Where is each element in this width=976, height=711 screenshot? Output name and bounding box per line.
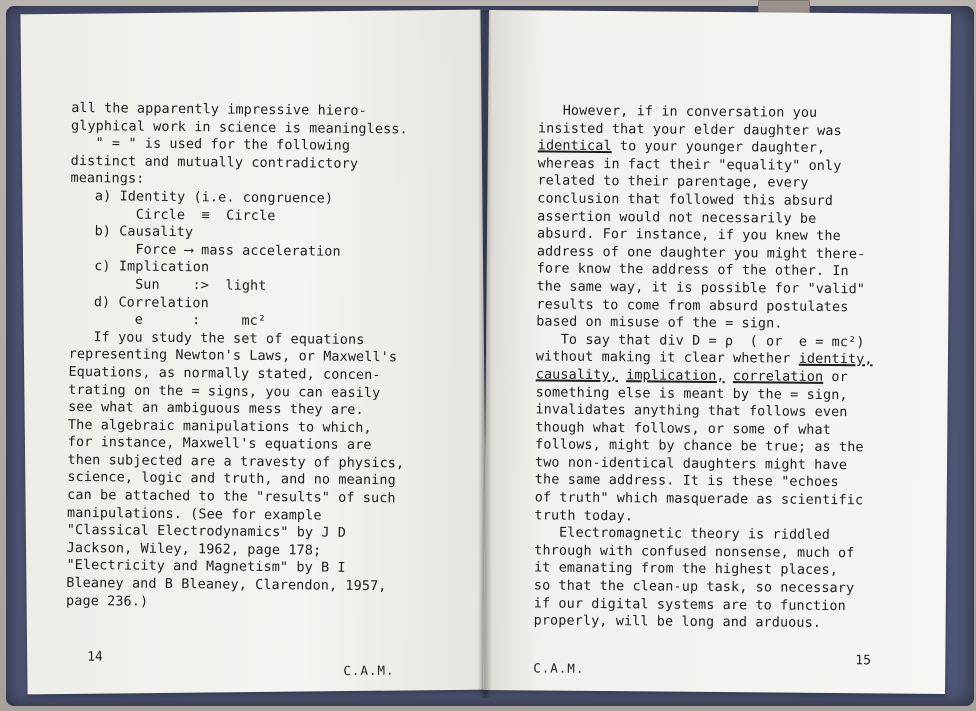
text-line: something else is meant by the = sign, xyxy=(535,384,848,403)
text-line: To say that div D = ρ ( or e = mc²) xyxy=(536,332,865,351)
text-line: based on misuse of the = sign. xyxy=(536,314,783,332)
text-line: Jackson, Wiley, 1962, page 178; xyxy=(66,540,322,559)
text-line: follows, might by chance be true; as the xyxy=(535,437,864,456)
right-page-footer: C.A.M. xyxy=(533,660,585,676)
text-line: for instance, Maxwell's equations are xyxy=(67,435,372,454)
text-line: the same address. It is these "echoes xyxy=(534,472,839,491)
left-page-number: 14 xyxy=(87,649,103,665)
text-line: glyphical work in science is meaningless. xyxy=(70,118,408,138)
text-line: b) Causality xyxy=(69,224,194,241)
right-page-number: 15 xyxy=(855,653,872,669)
text-line: meanings: xyxy=(70,171,145,188)
text-line: the same way, it is possible for "valid" xyxy=(536,279,866,298)
text-line: conclusion that followed this absurd xyxy=(537,191,834,209)
text-line: of truth" which masquerade as scientific xyxy=(534,490,864,509)
text-line: representing Newton's Laws, or Maxwell's xyxy=(68,347,398,366)
text-line: d) Correlation xyxy=(69,294,209,311)
text-line: Force ⟶ mass acceleration xyxy=(69,241,341,260)
text-line: Bleaney and B Bleaney, Clarendon, 1957, xyxy=(66,575,387,595)
text-line: a) Identity (i.e. congruence) xyxy=(70,188,334,207)
text-line: invalidates anything that follows even xyxy=(535,402,848,421)
text-line: "Electricity and Magnetism" by B I xyxy=(66,558,346,577)
text-line: science, logic and truth, and no meaning xyxy=(67,470,396,489)
text-line: then subjected are a travesty of physics, xyxy=(67,452,405,472)
text-line: address of one daughter you might there- xyxy=(536,244,866,263)
book-gutter xyxy=(478,10,492,698)
text-line: see what an ambiguous mess they are. xyxy=(68,399,364,419)
text-line: " = " is used for the following xyxy=(70,136,351,155)
text-line: all the apparently impressive hiero- xyxy=(71,100,367,119)
text-line: Equations, as normally stated, concen- xyxy=(68,364,381,384)
text-line: If you study the set of equations xyxy=(68,329,365,348)
left-page xyxy=(20,10,487,695)
text-line: truth today. xyxy=(534,508,634,524)
text-line: The algebraic manipulations to which, xyxy=(67,417,372,436)
text-line: absurd. For instance, if you knew the xyxy=(536,226,841,245)
text-line: Circle ≡ Circle xyxy=(70,206,276,224)
text-line: distinct and mutually contradictory xyxy=(70,153,359,172)
text-line: Sun :> light xyxy=(69,276,267,294)
text-line: if our digital systems are to function xyxy=(533,596,846,614)
text-line: e : mc² xyxy=(68,312,267,330)
text-line: assertion would not necessarily be xyxy=(537,208,817,227)
text-line: can be attached to the "results" of such xyxy=(67,487,396,507)
left-page-footer: C.A.M. xyxy=(343,662,395,679)
text-line: results to come from absurd postulates xyxy=(536,296,849,315)
text-line: "Classical Electrodynamics" by J D xyxy=(66,523,347,542)
right-page xyxy=(483,10,951,694)
text-line: c) Implication xyxy=(69,259,210,276)
text-line: manipulations. (See for example xyxy=(66,505,322,524)
text-line: so that the clean-up task, so necessary xyxy=(533,578,855,597)
text-line: trating on the = signs, you can easily xyxy=(68,382,381,401)
right-page-text xyxy=(534,102,875,633)
text-line: causality, implication, correlation or xyxy=(535,367,848,386)
text-line: insisted that your elder daughter was xyxy=(537,121,842,139)
left-page-text xyxy=(66,100,408,614)
text-line: However, if in conversation you xyxy=(538,103,818,121)
text-line: whereas in fact their "equality" only xyxy=(537,156,842,174)
text-line: properly, will be long and arduous. xyxy=(533,613,822,632)
text-line: related to their parentage, every xyxy=(537,173,809,192)
text-line: identical to your younger daughter, xyxy=(537,138,826,157)
text-line: it emanating from the highest places, xyxy=(534,560,839,579)
text-line: fore know the address of the other. In xyxy=(536,261,849,280)
text-line: Electromagnetic theory is riddled xyxy=(534,525,831,544)
text-line: though what follows, or some of what xyxy=(535,420,832,438)
text-line: without making it clear whether identity, xyxy=(535,349,873,368)
text-line: two non-identical daughters might have xyxy=(534,455,848,474)
text-line: through with confused nonsense, much of xyxy=(534,543,855,562)
text-line: page 236.) xyxy=(66,593,149,610)
